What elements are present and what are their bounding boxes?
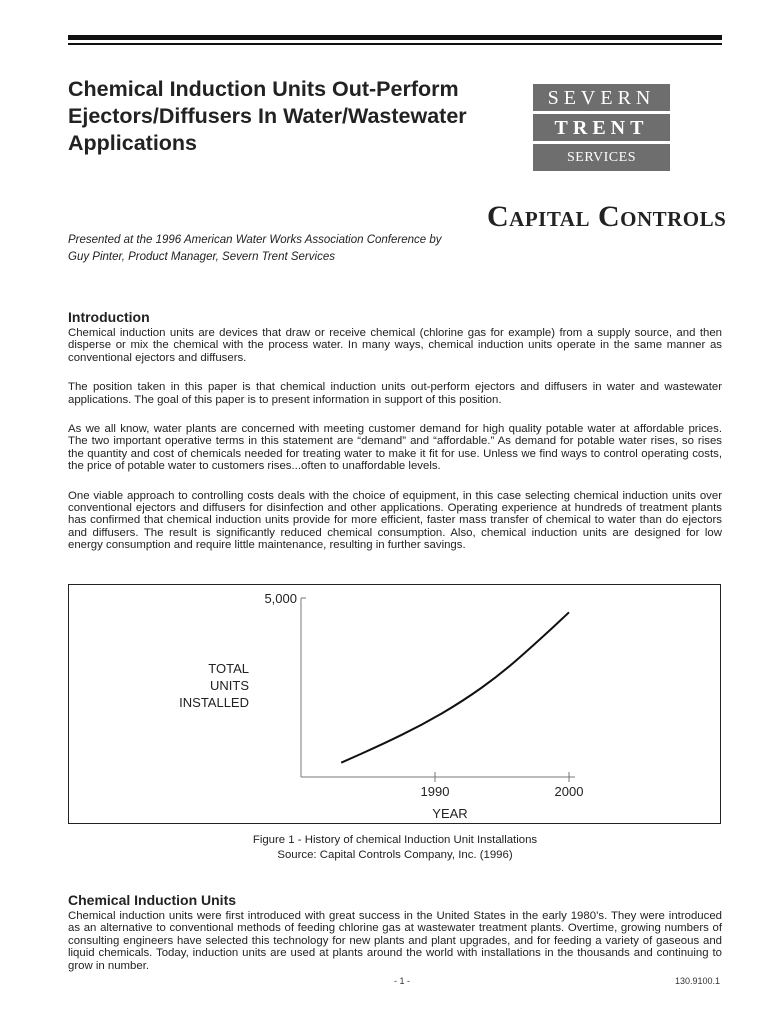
logo-line-severn: SEVERN [533, 84, 670, 111]
document-number: 130.9100.1 [674, 976, 720, 986]
figure-caption-source: Source: Capital Controls Company, Inc. (1996) [277, 849, 513, 861]
introduction-heading: Introduction [68, 309, 150, 325]
intro-paragraph-3: As we all know, water plants are concerned with meeting customer demand for high quality potable water at affordable prices. The two important operative terms in this statement are “demand” and “affordable.” As demand for potable water rises, so rises the quantity and cost of chemicals needed for treating water to make it fit for use. Unless we find ways to control operating costs, the price of potable water to customers rises...often to unaffordable levels. [68, 423, 722, 473]
installations-growth-line [341, 612, 569, 762]
installations-chart-svg [69, 585, 722, 825]
y-tick-label: 5,000 [264, 591, 297, 606]
logo-line-trent: TRENT [533, 114, 670, 141]
logo-line-services: SERVICES [533, 144, 670, 171]
severn-trent-logo [533, 84, 670, 171]
intro-paragraph-2: The position taken in this paper is that chemical induction units out-perform ejectors and diffusers in water and wastewater applications. The goal of this paper is to present information in support of this position. [68, 381, 722, 406]
presentation-credit [68, 232, 498, 266]
intro-paragraph-4: One viable approach to controlling costs deals with the choice of equipment, in this case selecting chemical induction units over conventional ejectors and diffusers for disinfection and other applications. Operating experience at hundreds of treatment plants has confirmed that chemical induction units provide for more efficient, faster mass transfer of chemical to water than do ejectors and diffusers. The result is significantly reduced chemical consumption. Also, chemical induction units are designed for low energy consumption and require little maintenance, resulting in further savings. [68, 489, 722, 552]
y-axis-label-line-3: INSTALLED [179, 695, 249, 710]
top-rule-thin [68, 43, 722, 45]
installations-chart [68, 584, 721, 824]
presentation-credit-line-1: Presented at the 1996 American Water Works Association Conference by [68, 234, 442, 246]
y-axis-label-line-2: UNITS [210, 678, 249, 693]
chemical-induction-units-heading: Chemical Induction Units [68, 892, 237, 908]
figure-caption [68, 833, 722, 863]
document-title: Chemical Induction Units Out-Perform Ejectors/Diffusers In Water/Wastewater Applications [68, 77, 467, 155]
chemical-induction-units-paragraph: Chemical induction units were first introduced with great success in the United States in the early 1980’s. They were introduced as an alternative to conventional methods of feeding chlorine gas at wastewater treatment plants. Overtime, growing numbers of consulting engineers have selected this technology for new plants and plant upgrades, and for feeding a variety of gaseous and liquid chemicals. Today, induction units are used at plants around the world with installations in the thousands and continuing to grow in number. [68, 910, 722, 972]
x-axis-label: YEAR [432, 806, 468, 821]
top-rule-thick [68, 35, 722, 40]
intro-paragraph-1: Chemical induction units are devices that draw or receive chemical (chlorine gas for example) from a supply source, and then disperse or mix the chemical with the process water. In many ways, chemical induction units operate in the same manner as conventional ejectors and diffusers. [68, 327, 722, 364]
y-axis-label-line-1: TOTAL [208, 661, 249, 676]
page-number: - 1 - [394, 976, 411, 986]
introduction-section [68, 308, 722, 552]
capital-controls-brand: Capital Controls [487, 200, 727, 233]
x-tick-label-1990: 1990 [420, 784, 450, 799]
chemical-induction-units-section [68, 891, 722, 972]
presentation-credit-line-2: Guy Pinter, Product Manager, Severn Trent Services [68, 251, 335, 263]
figure-caption-title: Figure 1 - History of chemical Induction Unit Installations [252, 834, 538, 846]
x-tick-label-2000: 2000 [554, 784, 584, 799]
